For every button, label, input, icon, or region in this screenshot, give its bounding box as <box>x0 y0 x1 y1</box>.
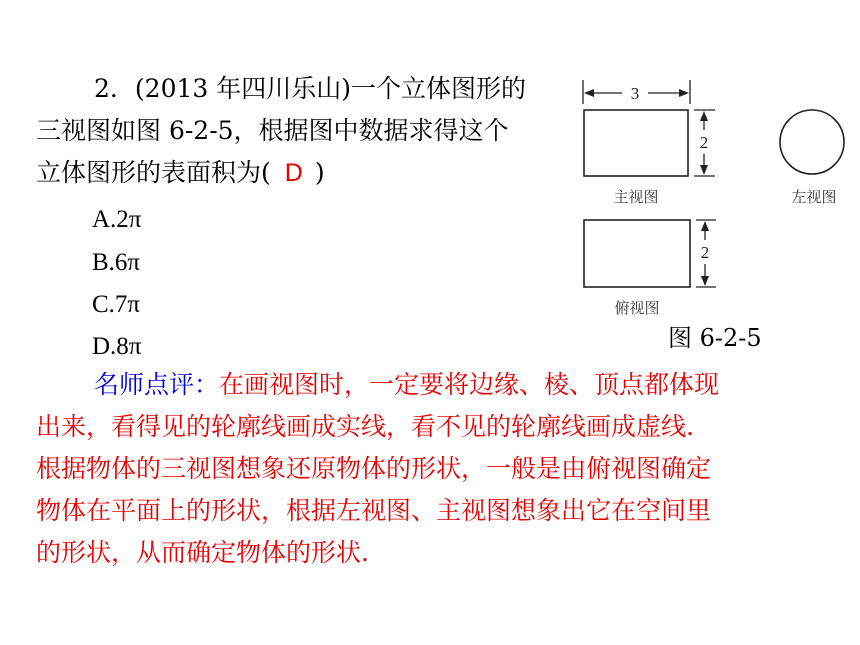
top-view-label: 俯视图 <box>614 299 660 317</box>
comment-line-4: 物体在平面上的形状，根据左视图、主视图想象出它在空间里 <box>36 496 712 525</box>
question-line-2: 三视图如图 6-2-5，根据图中数据求得这个 <box>36 116 509 145</box>
question-line-3-suffix: ) <box>314 158 325 187</box>
front-height-label: 2 <box>699 133 709 152</box>
comment-label: 名师点评： <box>94 370 220 399</box>
option-a: A.2π <box>92 206 142 233</box>
comment-line-3: 根据物体的三视图想象还原物体的形状，一般是由俯视图确定 <box>36 454 712 483</box>
option-b: B.6π <box>92 249 141 276</box>
comment-line-1-text: 在画视图时，一定要将边缘、棱、顶点都体现 <box>219 370 720 399</box>
comment-line-2: 出来，看得见的轮廓线画成实线，看不见的轮廓线画成虚线. <box>36 412 694 441</box>
comment-line-1 <box>36 364 826 406</box>
question-line-3-prefix: 立体图形的表面积为( <box>36 158 271 187</box>
figure-caption: 图 6-2-5 <box>668 324 762 352</box>
side-view-circle <box>780 110 844 174</box>
top-view-rectangle <box>584 220 690 287</box>
side-view-label: 左视图 <box>791 188 837 206</box>
width-dimension-label: 3 <box>630 84 640 103</box>
top-height-label: 2 <box>700 243 710 262</box>
teacher-comment <box>36 364 826 574</box>
front-view-rectangle <box>584 110 688 176</box>
front-view-label: 主视图 <box>613 188 659 206</box>
answer-letter: D <box>284 159 303 187</box>
question-line-1: 2．(2013 年四川乐山)一个立体图形的 <box>94 74 526 103</box>
option-c: C.7π <box>92 291 141 318</box>
option-d: D.8π <box>92 333 142 360</box>
comment-line-5: 的形状，从而确定物体的形状. <box>36 538 369 567</box>
